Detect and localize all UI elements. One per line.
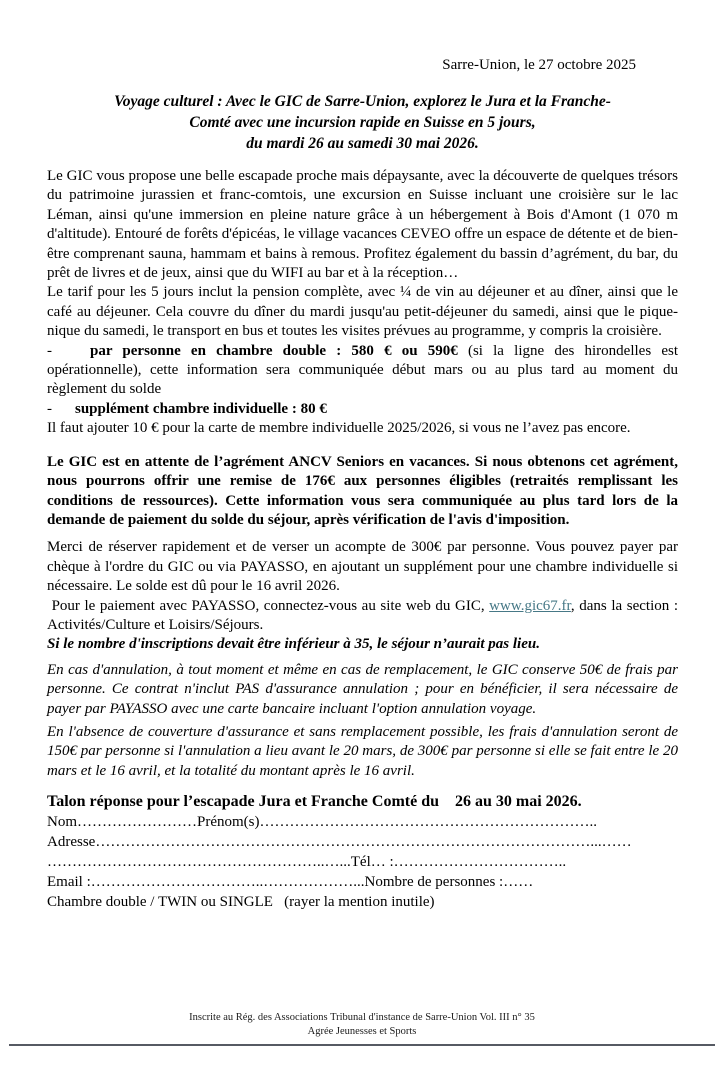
price-double-bold: par personne en chambre double : 580 € ou 590€ [90,342,458,359]
reply-slip-heading: Talon réponse pour l’escapade Jura et Franche Comté du 26 au 30 mai 2026. [47,793,582,811]
cancellation-terms: En cas d'annulation, à tout moment et même en cas de remplacement, le GIC conserve 50€ de frais par personne. Ce contrat n'inclut PAS d'assurance annulation ; pour en bénéficier, il sera nécessaire de payer par PAYASSO avec une carte bancaire incluant l'option annulation voyage. [47,661,678,717]
payasso-text-post: , dans la section : Activités/Culture et Loisirs/Séjours. [47,597,678,633]
footer-accreditation: Agrée Jeunesses et Sports [307,1026,417,1037]
bullet-dash: - [47,342,52,359]
tariff-paragraph: Le tarif pour les 5 jours inclut la pension complète, avec ¼ de vin au déjeuner et au dîner, ainsi que le café au déjeuner. Cela couvre du dîner du mardi jusqu'au petit-déjeuner du samedi, ainsi que le pique-nique du samedi, le transport en bus et toutes les visites prévues au programme, y compris la croisière. [47,284,678,340]
footer [0,1011,724,1039]
payasso-paragraph [47,597,678,636]
ancv-notice: Le GIC est en attente de l’agrément ANCV Seniors en vacances. Si nous obtenons cet agrément, nous pourrons offrir une remise de 176€ aux personnes éligibles (retraités remplissant les conditions de ressources). Cette information vous sera communiquée au plus tard lors de la demande de paiement du solde du séjour, après vérification de l'avis d'imposition. [47,453,678,528]
reply-slip [47,791,678,912]
price-double-rest: (si la ligne des hirondelles est opérationnelle), cette information sera communiquée début mars ou au plus tard au moment du règlement du solde [47,342,678,398]
title-line-3: du mardi 26 au samedi 30 mai 2026. [246,135,479,152]
date-line: Sarre-Union, le 27 octobre 2025 [442,57,636,73]
room-type-line: Chambre double / TWIN ou SINGLE (rayer la mention inutile) [47,894,435,911]
phone-field-line: ………………………………………………..…...Tél… :…………………………….. [47,854,567,871]
letter-body [47,167,678,781]
letter-page [0,56,724,912]
membership-note: Il faut ajouter 10 € pour la carte de membre individuelle 2025/2026, si vous ne l’avez pas encore. [47,420,631,437]
email-field-line: Email :……………………………..………………...Nombre de personnes :…… [47,874,534,891]
title-line-1: Voyage culturel : Avec le GIC de Sarre-Union, explorez le Jura et la Franche- [114,93,611,110]
footer-registration: Inscrite au Rég. des Associations Tribunal d'instance de Sarre-Union Vol. III n° 35 [189,1012,535,1023]
title-line-2: Comté avec une incursion rapide en Suisse en 5 jours, [189,114,536,131]
footer-rule [9,1044,715,1046]
deposit-paragraph: Merci de réserver rapidement et de verser un acompte de 300€ par personne. Vous pouvez payer par chèque à l'ordre du GIC ou via PAYASSO, en ajoutant un supplément pour une chambre individuelle si nécessaire. Le solde est dû pour le 16 avril 2026. [47,539,678,595]
gic-website-link[interactable]: www.gic67.fr [489,597,571,614]
document-title [47,91,678,154]
minimum-participants-note: Si le nombre d'inscriptions devait être inférieur à 35, le séjour n’aurait pas lieu. [47,636,540,653]
price-bullet-double [47,342,678,400]
intro-paragraph: Le GIC vous propose une belle escapade proche mais dépaysante, avec la découverte de quelques trésors du patrimoine jurassien et franc-comtois, une excursion en Suisse incluant une croisière sur le lac Léman, ainsi qu'une immersion en pleine nature grâce à un hébergement à Bois d'Amont (1 070 m d'altitude). Entouré de forêts d'épicéas, le village vacances CEVEO offre un espace de détente et de bien-être comprenant sauna, hammam et bains à remous. Profitez également du bassin d’agrément, du bar, du prêt de livres et de jeux, ainsi que du WIFI au bar et à la réception… [47,168,678,282]
price-bullet-single [47,400,678,419]
name-field-line: Nom……………………Prénom(s)………………………………………………………….. [47,814,597,831]
price-single-bold: supplément chambre individuelle : 80 € [75,400,327,417]
bullet-dash: - [47,400,52,417]
address-field-line: Adresse………………………………………………………………………………………...…… [47,834,632,851]
cancellation-fees: En l'absence de couverture d'assurance et sans remplacement possible, les frais d'annulation seront de 150€ par personne si l'annulation a lieu avant le 20 mars, de 300€ par personne si elle se fait entre le 20 mars et le 16 avril, et la totalité du montant après le 16 avril. [47,723,678,779]
payasso-text-pre: Pour le paiement avec PAYASSO, connectez-vous au site web du GIC, [47,597,490,614]
